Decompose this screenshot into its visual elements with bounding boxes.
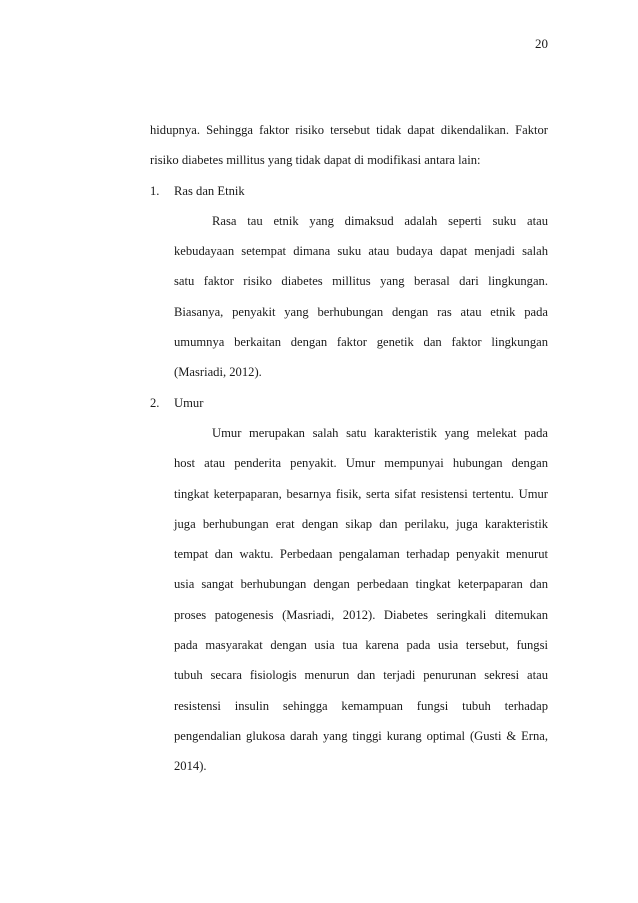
- list-item-heading: [150, 388, 548, 418]
- paragraph-line: umumnya berkaitan dengan faktor genetik dan faktor lingkungan: [174, 335, 548, 350]
- paragraph-line: kebudayaan setempat dimana suku atau budaya dapat menjadi salah: [174, 244, 548, 259]
- paragraph-line: pengendalian glukosa darah yang tinggi kurang optimal (Gusti & Erna,: [174, 728, 548, 743]
- paragraph-line: Umur merupakan salah satu karakteristik yang melekat pada: [212, 425, 548, 440]
- page-number: 20: [535, 36, 548, 51]
- paragraph-line: tempat dan waktu. Perbedaan pengalaman terhadap penyakit menurut: [174, 547, 548, 562]
- body-text: [150, 115, 548, 782]
- paragraph-line: proses patogenesis (Masriadi, 2012). Diabetes seringkali ditemukan: [174, 607, 548, 622]
- list-heading-text: Umur: [174, 395, 204, 410]
- paragraph-line: resistensi insulin sehingga kemampuan fungsi tubuh terhadap: [174, 698, 548, 713]
- paragraph-line: Rasa tau etnik yang dimaksud adalah seperti suku atau: [212, 213, 548, 228]
- list-marker: 1.: [150, 183, 160, 198]
- paragraph-line: pada masyarakat dengan usia tua karena pada usia tersebut, fungsi: [174, 638, 548, 653]
- list-heading-text: Ras dan Etnik: [174, 183, 245, 198]
- paragraph-line: satu faktor risiko diabetes millitus yang berasal dari lingkungan.: [174, 274, 548, 289]
- paragraph-line: 2014).: [174, 759, 207, 774]
- paragraph-line: juga berhubungan erat dengan sikap dan perilaku, juga karakteristik: [174, 516, 548, 531]
- paragraph-line: hidupnya. Sehingga faktor risiko tersebut tidak dapat dikendalikan. Faktor: [150, 123, 548, 137]
- paragraph-line: usia sangat berhubungan dengan perbedaan tingkat keterpaparan dan: [174, 577, 548, 592]
- paragraph-line: (Masriadi, 2012).: [174, 365, 262, 380]
- paragraph-line: tubuh secara fisiologis menurun dan terjadi penurunan sekresi atau: [174, 668, 548, 683]
- list-marker: 2.: [150, 395, 160, 410]
- list-item-heading: [150, 176, 548, 206]
- paragraph-line: tingkat keterpaparan, besarnya fisik, serta sifat resistensi tertentu. Umur: [174, 486, 548, 501]
- paragraph-line: host atau penderita penyakit. Umur mempunyai hubungan dengan: [174, 456, 548, 471]
- paragraph-line: Biasanya, penyakit yang berhubungan dengan ras atau etnik pada: [174, 304, 548, 319]
- paragraph-line: risiko diabetes millitus yang tidak dapat di modifikasi antara lain:: [150, 153, 481, 168]
